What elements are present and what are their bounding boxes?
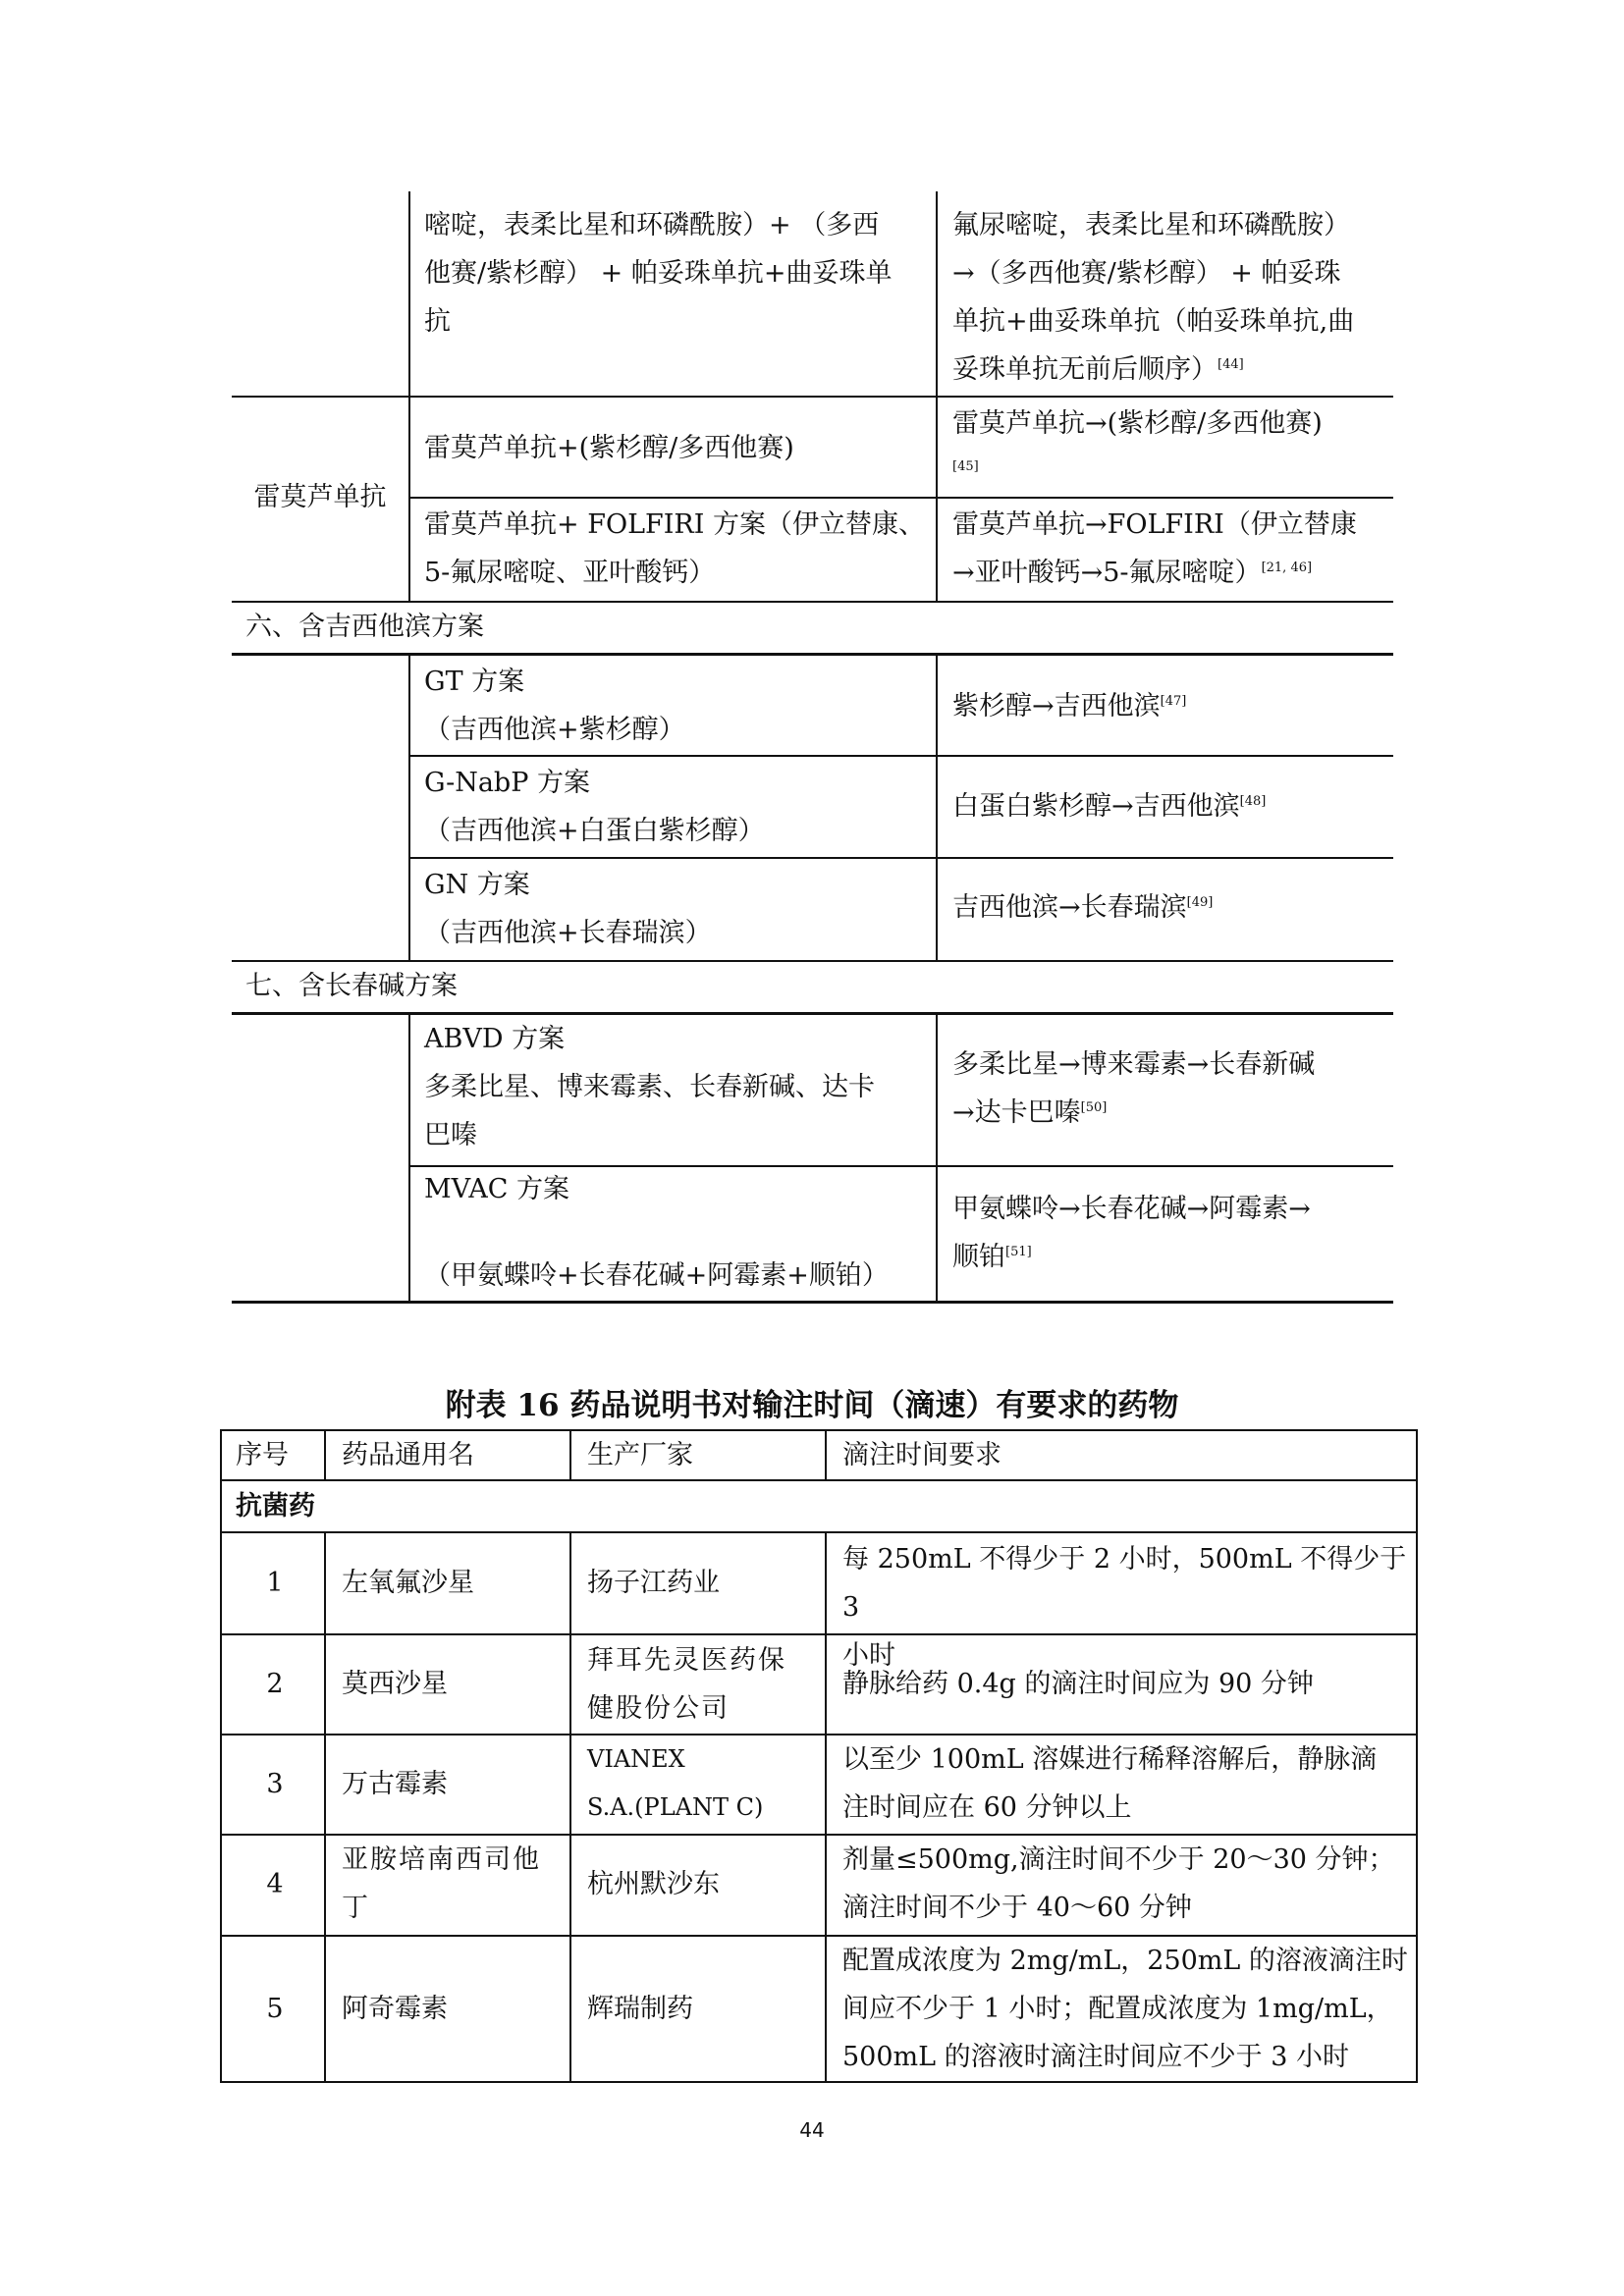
table-divider: [232, 396, 1393, 398]
table-divider: [408, 755, 1393, 757]
reference-mark: [50]: [1080, 1100, 1108, 1115]
table-divider: [232, 1301, 1393, 1304]
row-number: 3: [266, 1769, 284, 1799]
row-number: 1: [266, 1568, 284, 1598]
scheme-cell: GN 方案 （吉西他滨+长春瑞滨）: [424, 870, 712, 948]
infusion-requirement: 配置成浓度为 2mg/mL，250mL 的溶液滴注时 间应不少于 1 小时；配置成浓度为 1mg/mL， 500mL 的溶液时滴注时间应不少于 3 小时: [842, 1946, 1408, 2072]
drug-name: 左氧氟沙星: [342, 1568, 474, 1598]
reference-mark: [49]: [1186, 895, 1214, 910]
infusion-requirement: 以至少 100mL 溶媒进行稀释溶解后，静脉滴 注时间应在 60 分钟以上: [842, 1744, 1378, 1823]
infusion-requirement: 每 250mL 不得少于 2 小时，500mL 不得少于 3 小时: [842, 1544, 1407, 1671]
order-cell: 白蛋白紫杉醇→吉西他滨[48]: [952, 791, 1267, 822]
table-divider: [324, 1429, 326, 1479]
table-divider: [220, 1479, 1418, 1481]
scheme-cell: G-NabP 方案 （吉西他滨+白蛋白紫杉醇）: [424, 768, 765, 846]
table-divider: [324, 1531, 326, 2083]
drug-name: 万古霉素: [342, 1769, 448, 1799]
infusion-requirement: 静脉给药 0.4g 的滴注时间应为 90 分钟: [842, 1669, 1314, 1699]
table-divider: [825, 1429, 827, 1479]
order-cell: 甲氨蝶呤→长春花碱→阿霉素→ 顺铂[51]: [952, 1194, 1311, 1272]
column-header-maker: 生产厂家: [587, 1440, 693, 1470]
table-divider: [569, 1429, 571, 1479]
order-cell: 吉西他滨→长春瑞滨[49]: [952, 892, 1214, 923]
section-heading: 六、含吉西他滨方案: [245, 612, 484, 642]
column-header-requirement: 滴注时间要求: [842, 1440, 1001, 1470]
table-divider: [408, 654, 410, 961]
scheme-cell: 嘧啶，表柔比星和环磷酰胺）+ （多西 他赛/紫杉醇） + 帕妥珠单抗+曲妥珠单 抗: [424, 210, 893, 337]
table-title: 附表 16 药品说明书对输注时间（滴速）有要求的药物: [445, 1388, 1179, 1423]
reference-mark: [48]: [1239, 794, 1267, 809]
row-number: 2: [266, 1669, 284, 1699]
drug-name-cell: 雷莫芦单抗: [253, 482, 387, 512]
manufacturer: 扬子江药业: [587, 1568, 720, 1598]
drug-name: 莫西沙星: [342, 1669, 448, 1699]
manufacturer: 杭州默沙东: [587, 1869, 720, 1899]
reference-mark: [21, 46]: [1261, 561, 1313, 575]
page-number: 44: [799, 2118, 825, 2142]
row-number: 5: [266, 1994, 284, 2024]
order-cell: 紫杉醇→吉西他滨[47]: [952, 691, 1187, 721]
order-cell: 雷莫芦单抗→FOLFIRI（伊立替康 →亚叶酸钙→5-氟尿嘧啶）[21, 46]: [952, 509, 1357, 588]
column-header-name: 药品通用名: [342, 1440, 474, 1470]
table-divider: [408, 857, 1393, 859]
scheme-cell: GT 方案 （吉西他滨+紫杉醇）: [424, 667, 685, 745]
scheme-cell: ABVD 方案 多柔比星、博来霉素、长春新碱、达卡 巴嗪: [424, 1024, 875, 1150]
section-heading: 七、含长春碱方案: [245, 971, 458, 1001]
reference-mark: [44]: [1218, 357, 1244, 372]
table-divider: [232, 653, 1393, 656]
column-header-no: 序号: [236, 1440, 289, 1470]
table-divider: [936, 654, 938, 961]
manufacturer: 辉瑞制药: [587, 1994, 693, 2024]
reference-mark: [51]: [1005, 1245, 1032, 1259]
category-heading: 抗菌药: [236, 1491, 315, 1522]
table-divider: [408, 497, 1393, 499]
table-divider: [936, 1013, 938, 1302]
scheme-cell: MVAC 方案 （甲氨蝶呤+长春花碱+阿霉素+顺铂）: [424, 1174, 889, 1291]
manufacturer: 拜耳先灵医药保 健股份公司: [587, 1645, 786, 1724]
manufacturer: VIANEX S.A.(PLANT C): [587, 1745, 764, 1821]
order-cell: 雷莫芦单抗→(紫杉醇/多西他赛) [45]: [952, 408, 1323, 474]
table-divider: [408, 1013, 410, 1302]
row-number: 4: [266, 1869, 284, 1899]
scheme-cell: 雷莫芦单抗+ FOLFIRI 方案（伊立替康、 5-氟尿嘧啶、亚叶酸钙）: [424, 509, 925, 588]
drug-name: 阿奇霉素: [342, 1994, 448, 2024]
reference-mark: [45]: [952, 459, 979, 474]
scheme-cell: 雷莫芦单抗+(紫杉醇/多西他赛): [424, 433, 794, 463]
infusion-requirement: 剂量≤500mg,滴注时间不少于 20～30 分钟； 滴注时间不少于 40～60 分钟: [842, 1844, 1395, 1923]
table-divider: [569, 1531, 571, 2083]
reference-mark: [47]: [1160, 694, 1187, 709]
order-cell: 多柔比星→博来霉素→长春新碱 →达卡巴嗪[50]: [952, 1049, 1316, 1128]
order-cell: 氟尿嘧啶，表柔比星和环磷酰胺） →（多西他赛/紫杉醇） + 帕妥珠 单抗+曲妥珠单抗（帕妥珠单抗,曲 妥珠单抗无前后顺序）[44]: [952, 210, 1355, 385]
drug-name: 亚胺培南西司他 丁: [342, 1844, 541, 1923]
table-divider: [220, 1531, 1418, 1533]
table-divider: [825, 1531, 827, 2083]
table-divider: [408, 1165, 1393, 1167]
